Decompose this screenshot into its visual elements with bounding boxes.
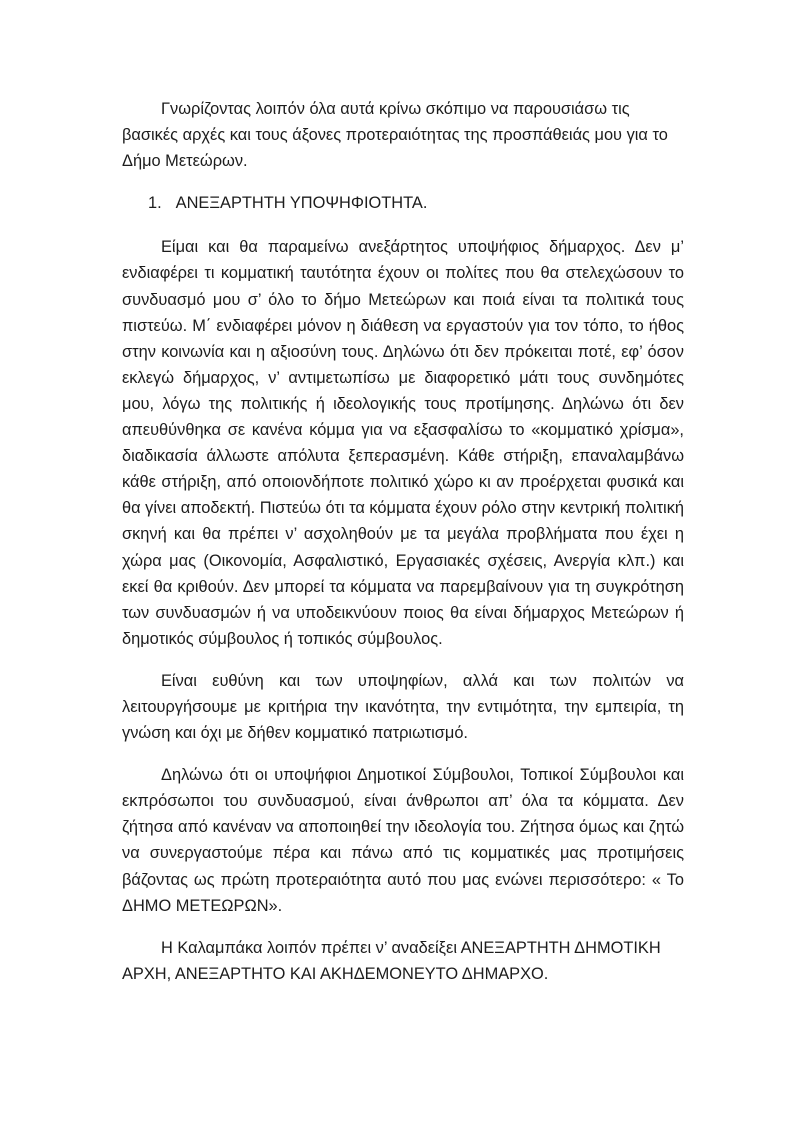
body-paragraph: Είμαι και θα παραμείνω ανεξάρτητος υποψήφιος δήμαρχος. Δεν μ’ ενδιαφέρει τι κομματική ταυτότητα έχουν οι πολίτες που θα στελεχώσουν το συνδυασμό μου σ’ όλο το δήμο Μετεώρων και ποιά είναι τα πολιτικά τους πιστεύω. Μ΄ ενδιαφέρει μόνον η διάθεση να εργαστούν για τον τόπο, το ήθος στην κοινωνία και η αξιοσύνη τους. Δηλώνω ότι δεν πρόκειται ποτέ, εφ’ όσον εκλεγώ δήμαρχος, ν’ αντιμετωπίσω με διαφορετικό μάτι τους συνδημότες μου, λόγω της πολιτικής ή ιδεολογικής τους προτίμησης. Δηλώνω ότι δεν απευθύνθηκα σε κανένα κόμμα για να εξασφαλίσω το «κομματικό χρίσμα», διαδικασία άλλωστε απόλυτα ξεπερασμένη. Κάθε στήριξη, επαναλαμβάνω κάθε στήριξη, από οποιονδήποτε πολιτικό χώρο κι αν προέρχεται φυσικά και θα γίνει αποδεκτή. Πιστεύω ότι τα κόμματα έχουν ρόλο στην κεντρική πολιτική σκηνή και θα πρέπει ν’ ασχοληθούν με τα μεγάλα προβλήματα που έχει η χώρα μας (Οικονομία, Ασφαλιστικό, Εργασιακές σχέσεις, Ανεργία κλπ.) και εκεί θα κριθούν. Δεν μπορεί τα κόμματα να παρεμβαίνουν για τη συγκρότηση των συνδυασμών ή να υποδεικνύουν ποιος θα είναι δήμαρχος Μετεώρων ή δημοτικός σύμβουλος ή τοπικός σύμβουλος. bbox=[122, 238, 684, 648]
section-title: ΑΝΕΞΑΡΤΗΤΗ ΥΠΟΨΗΦΙΟΤΗΤΑ. bbox=[175, 194, 428, 213]
section-number: 1. bbox=[148, 194, 162, 213]
intro-paragraph: Γνωρίζοντας λοιπόν όλα αυτά κρίνω σκόπιμο να παρουσιάσω τις βασικές αρχές και τους άξονες προτεραιότητας της προσπάθειάς μου για το Δήμο Μετεώρων. bbox=[122, 100, 668, 171]
body-paragraph: Δηλώνω ότι οι υποψήφιοι Δημοτικοί Σύμβουλοι, Τοπικοί Σύμβουλοι και εκπρόσωποι του συνδυασμού, είναι άνθρωποι απ’ όλα τα κόμματα. Δεν ζήτησα από κανέναν να αποποιηθεί την ιδεολογία του. Ζήτησα όμως και ζητώ να συνεργαστούμε πέρα και πάνω από τις κομματικές μας προτιμήσεις βάζοντας ως πρώτη προτεραιότητα αυτό που μας ενώνει περισσότερο: « Το ΔΗΜΟ ΜΕΤΕΩΡΩΝ». bbox=[122, 766, 684, 915]
document-page bbox=[122, 96, 684, 1003]
section-heading bbox=[122, 190, 684, 216]
closing-paragraph: Η Καλαμπάκα λοιπόν πρέπει ν’ αναδείξει ΑΝΕΞΑΡΤΗΤΗ ΔΗΜΟΤΙΚΗ ΑΡΧΗ, ΑΝΕΞΑΡΤΗΤΟ ΚΑΙ ΑΚΗΔΕΜΟΝΕΥΤΟ ΔΗΜΑΡΧΟ. bbox=[122, 938, 661, 983]
body-paragraph: Είναι ευθύνη και των υποψηφίων, αλλά και των πολιτών να λειτουργήσουμε με κριτήρια την ικανότητα, την εντιμότητα, την εμπειρία, τη γνώση και όχι με δήθεν κομματικό πατριωτισμό. bbox=[122, 671, 684, 743]
